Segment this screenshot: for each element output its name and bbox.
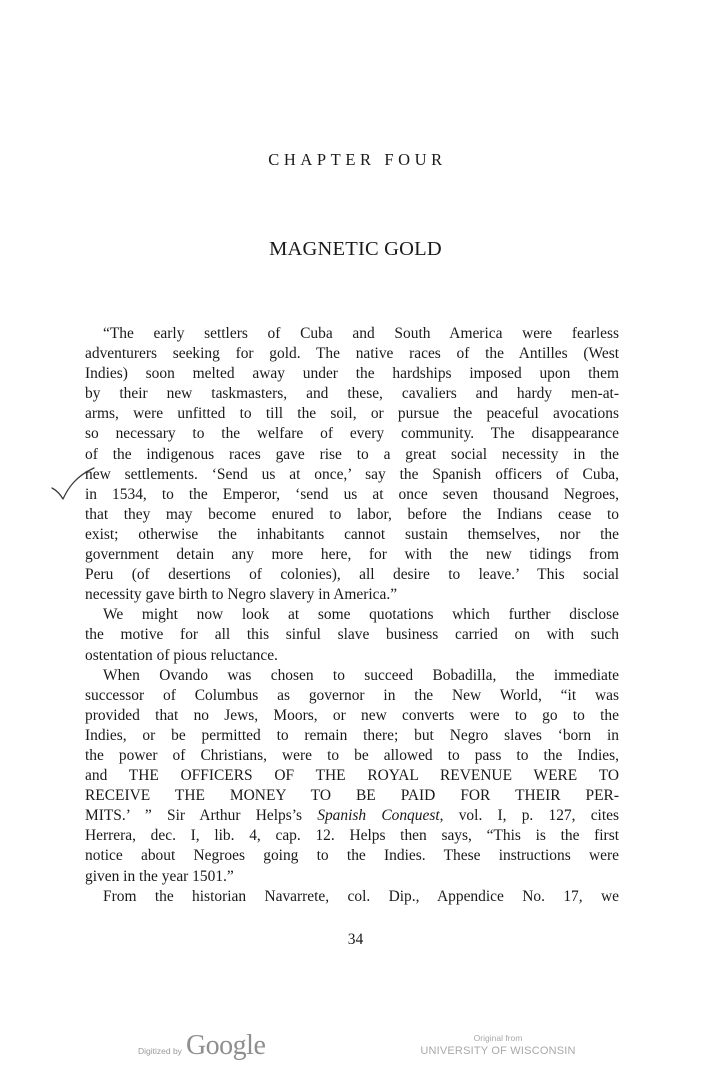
text-line: so necessary to the welfare of every community. The disappearance bbox=[85, 425, 619, 443]
original-from-label: Original from bbox=[473, 1033, 523, 1043]
text-line: When Ovando was chosen to succeed Bobadilla, the immediate bbox=[103, 666, 619, 684]
chapter-title: MAGNETIC GOLD bbox=[269, 238, 442, 260]
text-line: notice about Negroes going to the Indies. These instructions were bbox=[85, 847, 619, 865]
paragraph bbox=[85, 324, 619, 605]
text-line: given in the year 1501.” bbox=[85, 867, 234, 885]
library-attribution bbox=[410, 1033, 586, 1058]
text-line: in 1534, to the Emperor, ‘send us at once seven thousand Negroes, bbox=[85, 485, 619, 503]
text-line: Peru (of desertions of colonies), all desire to leave.’ This social bbox=[85, 566, 619, 584]
text-line: From the historian Navarrete, col. Dip., Appendice No. 17, we bbox=[103, 887, 619, 905]
text-line: new settlements. ‘Send us at once,’ say the Spanish officers of Cuba, bbox=[85, 465, 619, 483]
google-logo: Google bbox=[185, 1030, 266, 1061]
page-number: 34 bbox=[347, 931, 364, 948]
text-line: adventurers seeking for gold. The native races of the Antilles (West bbox=[85, 345, 619, 363]
text-line: exist; otherwise the inhabitants cannot sustain themselves, nor the bbox=[85, 525, 619, 543]
google-attribution bbox=[138, 1030, 265, 1062]
university-label: UNIVERSITY OF WISCONSIN bbox=[420, 1045, 576, 1057]
text-line: necessity gave birth to Negro slavery in America.” bbox=[85, 586, 398, 604]
text-line: of the indigenous races gave rise to a great social necessity in the bbox=[85, 445, 619, 463]
chapter-label: CHAPTER FOUR bbox=[268, 150, 447, 169]
text-line: ostentation of pious reluctance. bbox=[85, 646, 278, 664]
text-line: Herrera, dec. I, lib. 4, cap. 12. Helps then says, “This is the first bbox=[85, 827, 619, 845]
text-line: and THE OFFICERS OF THE ROYAL REVENUE WERE TO bbox=[85, 767, 619, 785]
text-line: successor of Columbus as governor in the New World, “it was bbox=[85, 686, 619, 704]
paragraph bbox=[85, 605, 619, 665]
text-line: the motive for all this sinful slave business carried on with such bbox=[85, 626, 619, 644]
text-line: RECEIVE THE MONEY TO BE PAID FOR THEIR PER- bbox=[85, 787, 619, 805]
text-line: by their new taskmasters, and these, cavaliers and hardy men-at- bbox=[85, 385, 619, 403]
text-line: “The early settlers of Cuba and South America were fearless bbox=[103, 325, 619, 342]
digitized-by-label: Digitized by bbox=[138, 1046, 182, 1056]
text-line: MITS.’ ” Sir Arthur Helps’s Spanish Conquest, vol. I, p. 127, cites bbox=[85, 807, 619, 825]
text-line: We might now look at some quotations which further disclose bbox=[103, 606, 619, 624]
text-line: Indies) soon melted away under the hardships imposed upon them bbox=[85, 365, 619, 383]
body-text bbox=[85, 324, 619, 907]
text-line: Indies, or be permitted to remain there; but Negro slaves ‘born in bbox=[85, 726, 619, 744]
text-line: the power of Christians, were to be allowed to pass to the Indies, bbox=[85, 746, 619, 764]
paragraph bbox=[85, 887, 619, 907]
book-title: Spanish Conquest bbox=[317, 807, 440, 825]
text-line: provided that no Jews, Moors, or new converts were to go to the bbox=[85, 706, 619, 724]
text-line: arms, were unfitted to till the soil, or pursue the peaceful avocations bbox=[85, 405, 619, 423]
paragraph bbox=[85, 666, 619, 887]
text-line: that they may become enured to labor, before the Indians cease to bbox=[85, 505, 619, 523]
text-line: government detain any more here, for with the new tidings from bbox=[85, 546, 619, 564]
